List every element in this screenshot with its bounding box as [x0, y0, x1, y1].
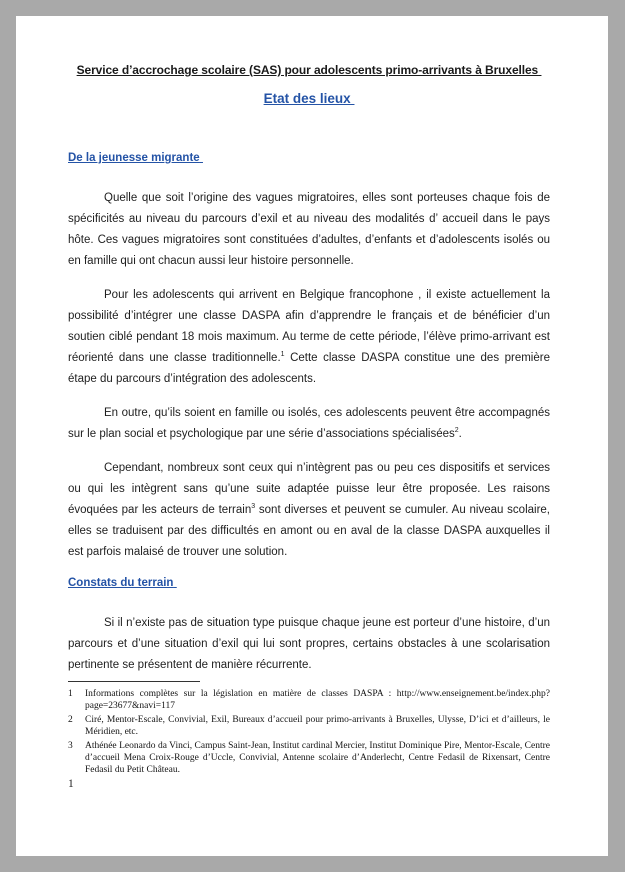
document-title-text: Service d’accrochage scolaire (SAS) pour adolescents primo-arrivants à Bruxelles [76, 63, 539, 77]
document-title [68, 62, 550, 78]
document-subtitle [68, 90, 550, 107]
page-number: 1 [68, 778, 74, 790]
footnotes-section [68, 681, 550, 778]
footnote-ref: 3 [251, 503, 256, 511]
footnote-item [68, 688, 550, 712]
paragraph: Si il n’existe pas de situation type puisque chaque jeune est porteur d’une histoire, d’un parcours et d’une situation d’exil qui lui sont propres, certains obstacles à une scolarisation pertinente se présentent de manière récurrente. [68, 617, 550, 671]
paragraph: Pour les adolescents qui arrivent en Belgique francophone , il existe actuellement la possibilité d’intégrer une classe DASPA afin d’apprendre le français et de bénéficier d’un soutien ciblé pendant 18 mois maximum. Au terme de cette période, l’élève primo-arrivant est réorienté dans une classe traditionnelle.$^1$ Cette classe DASPA constitue une des première étape du parcours d’intégration des adolescents. [68, 289, 550, 385]
footnote-text: Ciré, Mentor-Escale, Convivial, Exil, Bureaux d’accueil pour primo-arrivants à Bruxelles, Ulysse, D’ici et d’ailleurs, le Méridien, etc. [85, 715, 550, 737]
section-heading: De la jeunesse migrante [68, 152, 200, 164]
paragraph: Quelle que soit l’origine des vagues migratoires, elles sont porteuses chaque fois de spécificités au niveau du parcours d’exil et au niveau des modalités d’ accueil dans le pays hôte. Ces vagues migratoires sont constituées d’adultes, d’enfants et d’adolescents isolés ou en famille qui ont chacun aussi leur histoire personnelle. [68, 192, 550, 267]
footnote-text: Athénée Leonardo da Vinci, Campus Saint-Jean, Institut cardinal Mercier, Institut Dominique Pire, Mentor-Escale, Centre d’accueil Mena Croix-Rouge d’Uccle, Convivial, Antenne scolaire d’Anderlecht, Centre Fedasil de Rixensart, Centre Fedasil du Petit Château. [85, 741, 550, 775]
footnote-item [68, 714, 550, 738]
paragraph: En outre, qu’ils soient en famille ou isolés, ces adolescents peuvent être accompagnés sur le plan social et psychologique par une série d’associations spécialisées$^2$. [68, 407, 550, 440]
footnote-text: Informations complètes sur la législation en matière de classes DASPA : http://www.enseignement.be/index.php?page=23677&navi=117 [85, 689, 550, 711]
document-page [16, 16, 608, 856]
footnote-separator [68, 681, 200, 682]
footnote-number: 1 [68, 689, 73, 699]
document-content [68, 16, 550, 689]
footnote-number: 3 [68, 741, 73, 751]
footnote-ref: 1 [280, 351, 285, 359]
section-heading: Constats du terrain [68, 577, 174, 589]
footnote-item [68, 740, 550, 776]
paragraph: Cependant, nombreux sont ceux qui n’intègrent pas ou peu ces dispositifs et services ou qui les intègrent sans qu’une suite adaptée puisse leur être proposée. Les raisons évoquées par les acteurs de terrain$^3$ sont diverses et peuvent se cumuler. Au niveau scolaire, elles se traduisent par des difficultés en amont ou en aval de la classe DASPA auxquelles il est parfois malaisé de trouver une solution. [68, 462, 550, 558]
footnote-number: 2 [68, 715, 73, 725]
footnote-list [68, 688, 550, 776]
document-body [68, 151, 550, 676]
document-subtitle-text: Etat des lieux [263, 91, 351, 106]
footnote-ref: 2 [454, 427, 459, 435]
